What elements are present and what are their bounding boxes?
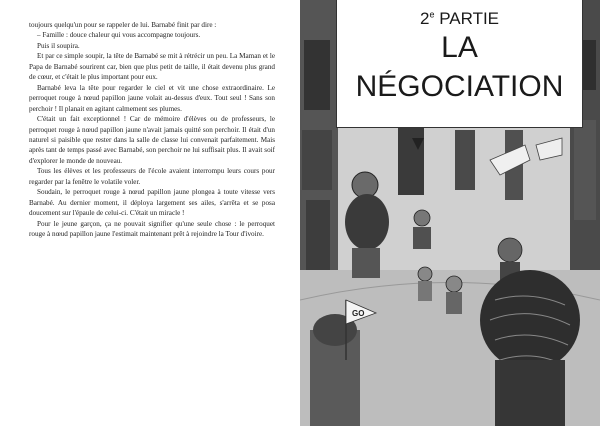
- paragraph: Et par ce simple soupir, la tête de Barnabé se mit à rétrécir un peu. La Maman et le Papa de Barnabé sourirent car, bien que plus petit de taille, il était devenu plus grand de cœur, et c'était le plus important pour eux.: [29, 52, 275, 82]
- part-number: 2: [419, 9, 430, 28]
- paragraph: Tous les élèves et les professeurs de l'école avaient interrompu leurs cours pour regarder par la fenêtre le volatile voler.: [29, 167, 275, 186]
- chapter-title-line-2: NÉGOCIATION: [355, 70, 564, 103]
- chapter-title-line-1: LA: [441, 31, 478, 64]
- right-page: [300, 0, 600, 426]
- paragraph: C'était un fait exceptionnel ! Car de mémoire d'élèves ou de professeurs, le perroquet rouge à nœud papillon jaune n'avait jamais quitté son perchoir. Il était d'un naturel si paisible que rester dans la salle de classe lui convenait parfaitement. Mais après tant de temps passé avec Barnabé, son perchoir ne lui suffisait plus. Il avait soif d'explorer le monde de nouveau.: [29, 115, 275, 165]
- part-heading: [337, 9, 582, 29]
- paragraph: Soudain, le perroquet rouge à nœud papillon jaune plongea à toute vitesse vers Barnabé. Au dernier moment, il déploya largement ses ailes, s'arrêta et se posa doucement sur l'épaule de celui-ci. C'était un miracle !: [29, 188, 275, 218]
- paragraph: – Famille : douce chaleur qui vous accompagne toujours.: [37, 31, 201, 40]
- story-text: [29, 20, 275, 240]
- chapter-banner: [336, 0, 583, 128]
- paragraph: Pour le jeune garçon, ça ne pouvait signifier qu'une seule chose : le perroquet rouge à nœud papillon jaune l'estimait maintenant prêt à rejoindre la Tour d'ivoire.: [29, 219, 275, 239]
- paragraph: Barnabé leva la tête pour regarder le ciel et vit une chose extraordinaire. Le perroquet rouge à nœud papillon jaune volait au-dessus d'eux. Tout seul ! Sans son perchoir ! Il planait en agitant calmement ses plumes.: [29, 83, 275, 113]
- part-word: PARTIE: [439, 9, 500, 28]
- paragraph: Puis il soupira.: [37, 41, 80, 50]
- part-superscript: e: [429, 9, 435, 20]
- paragraph: toujours quelqu'un pour se rappeler de lui. Barnabé finit par dire :: [29, 21, 217, 29]
- pennant-label: GO: [352, 309, 365, 318]
